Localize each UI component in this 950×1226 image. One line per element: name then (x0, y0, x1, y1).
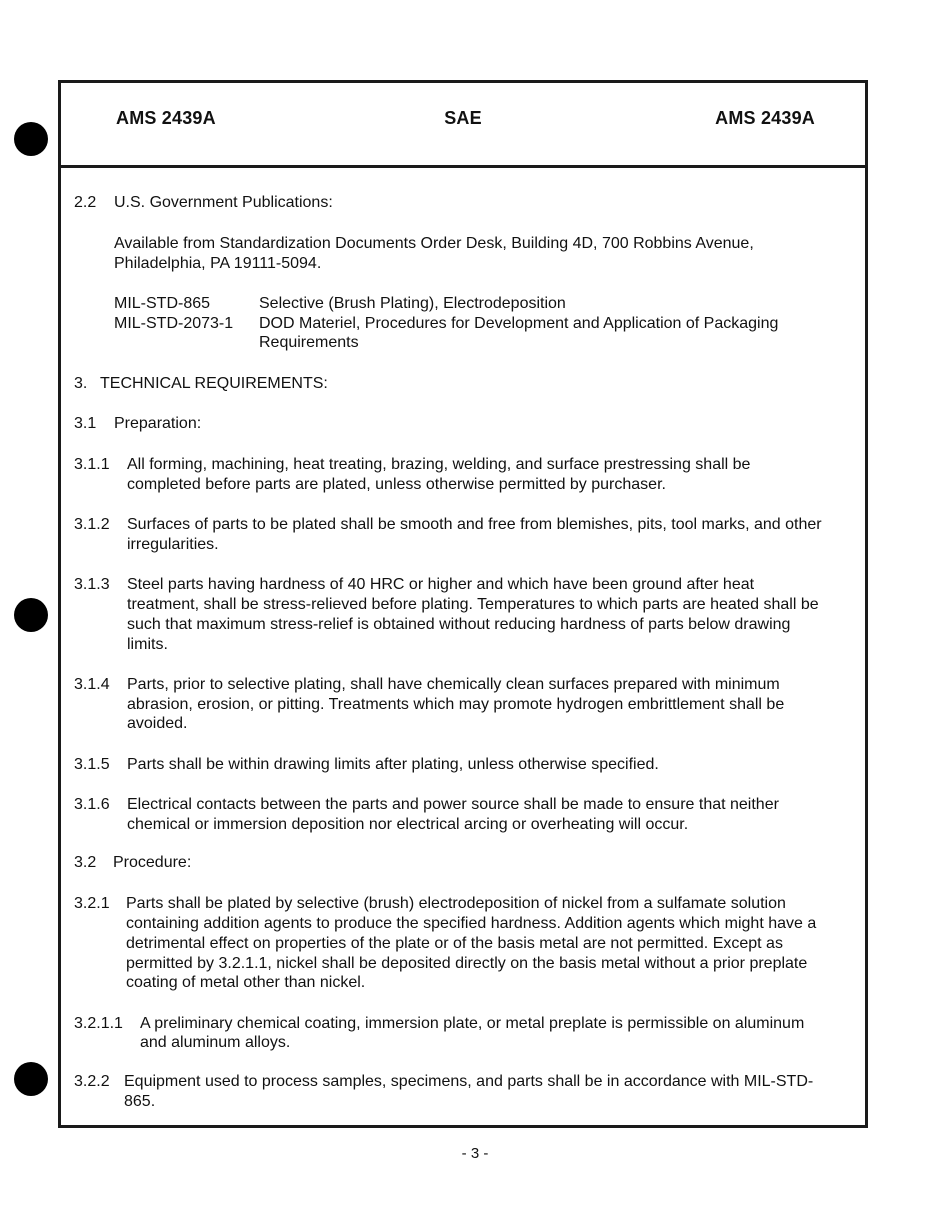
paragraph-line: Electrical contacts between the parts and power source shall be made to ensure that neither (127, 796, 779, 813)
header-doc-id-left: AMS 2439A (116, 108, 216, 128)
reference-id: MIL-STD-2073-1 (114, 315, 234, 332)
reference-title: DOD Materiel, Procedures for Development and Application of Packaging (259, 315, 779, 332)
punch-hole-middle (14, 598, 48, 632)
paragraph-line: coating of metal other than nickel. (126, 974, 366, 991)
section-title: Preparation: (114, 415, 202, 432)
paragraph-line: 865. (124, 1093, 156, 1110)
punch-hole-bottom (14, 1062, 48, 1096)
paragraph-line: treatment, shall be stress-relieved before plating. Temperatures to which parts are heated shall be (127, 596, 819, 613)
section-number: 3.2.1 (74, 895, 110, 912)
paragraph-line: All forming, machining, heat treating, brazing, welding, and surface prestressing shall be (127, 456, 751, 473)
header-doc-id-right: AMS 2439A (715, 108, 815, 128)
paragraph-line: Steel parts having hardness of 40 HRC or higher and which have been ground after heat (127, 576, 755, 593)
section-number: 3.1 (74, 415, 97, 432)
paragraph-line: detrimental effect on properties of the plate or of the basis metal are not permitted. Except as (126, 935, 783, 952)
punch-hole-top (14, 122, 48, 156)
paragraph-line: permitted by 3.2.1.1, nickel shall be deposited directly on the basis metal without a prior preplate (126, 955, 808, 972)
section-number: 3.1.4 (74, 676, 110, 693)
section-number: 3.2.1.1 (74, 1015, 123, 1032)
section-number: 3.1.3 (74, 576, 110, 593)
availability-line: Philadelphia, PA 19111-5094. (114, 255, 322, 272)
reference-title: Selective (Brush Plating), Electrodeposition (259, 295, 566, 312)
paragraph-line: Surfaces of parts to be plated shall be smooth and free from blemishes, pits, tool marks, and other (127, 516, 822, 533)
section-title: TECHNICAL REQUIREMENTS: (100, 375, 328, 392)
page-header (61, 83, 865, 168)
section-number: 3. (74, 375, 88, 392)
paragraph-line: containing addition agents to produce the specified hardness. Addition agents which might have a (126, 915, 817, 932)
paragraph-line: Parts, prior to selective plating, shall have chemically clean surfaces prepared with minimum (127, 676, 780, 693)
paragraph-line: limits. (127, 636, 168, 653)
reference-id: MIL-STD-865 (114, 295, 211, 312)
paragraph-line: and aluminum alloys. (140, 1034, 291, 1051)
section-number: 3.1.2 (74, 516, 110, 533)
paragraph-line: Parts shall be plated by selective (brush) electrodeposition of nickel from a sulfamate solution (126, 895, 786, 912)
paragraph-line: such that maximum stress-relief is obtained without reducing hardness of parts below drawing (127, 616, 791, 633)
header-org: SAE (444, 108, 482, 128)
paragraph-line: abrasion, erosion, or pitting. Treatments which may promote hydrogen embrittlement shall be (127, 696, 785, 713)
paragraph-line: A preliminary chemical coating, immersion plate, or metal preplate is permissible on aluminum (140, 1015, 805, 1032)
section-number: 2.2 (74, 194, 97, 211)
availability-line: Available from Standardization Documents Order Desk, Building 4D, 700 Robbins Avenue, (114, 235, 754, 252)
paragraph-line: Equipment used to process samples, specimens, and parts shall be in accordance with MIL-STD- (124, 1073, 814, 1090)
page-number: - 3 - (461, 1145, 489, 1162)
paragraph-line: chemical or immersion deposition nor electrical arcing or overheating will occur. (127, 816, 689, 833)
section-number: 3.2 (74, 854, 97, 871)
paragraph-line: completed before parts are plated, unless otherwise permitted by purchaser. (127, 476, 666, 493)
section-number: 3.1.1 (74, 456, 110, 473)
section-number: 3.1.5 (74, 756, 110, 773)
paragraph-line: avoided. (127, 715, 188, 732)
section-number: 3.2.2 (74, 1073, 110, 1090)
reference-title: Requirements (259, 334, 359, 351)
section-number: 3.1.6 (74, 796, 110, 813)
paragraph-line: Parts shall be within drawing limits after plating, unless otherwise specified. (127, 756, 659, 773)
paragraph-line: irregularities. (127, 536, 219, 553)
section-title: U.S. Government Publications: (114, 194, 333, 211)
section-title: Procedure: (113, 854, 192, 871)
